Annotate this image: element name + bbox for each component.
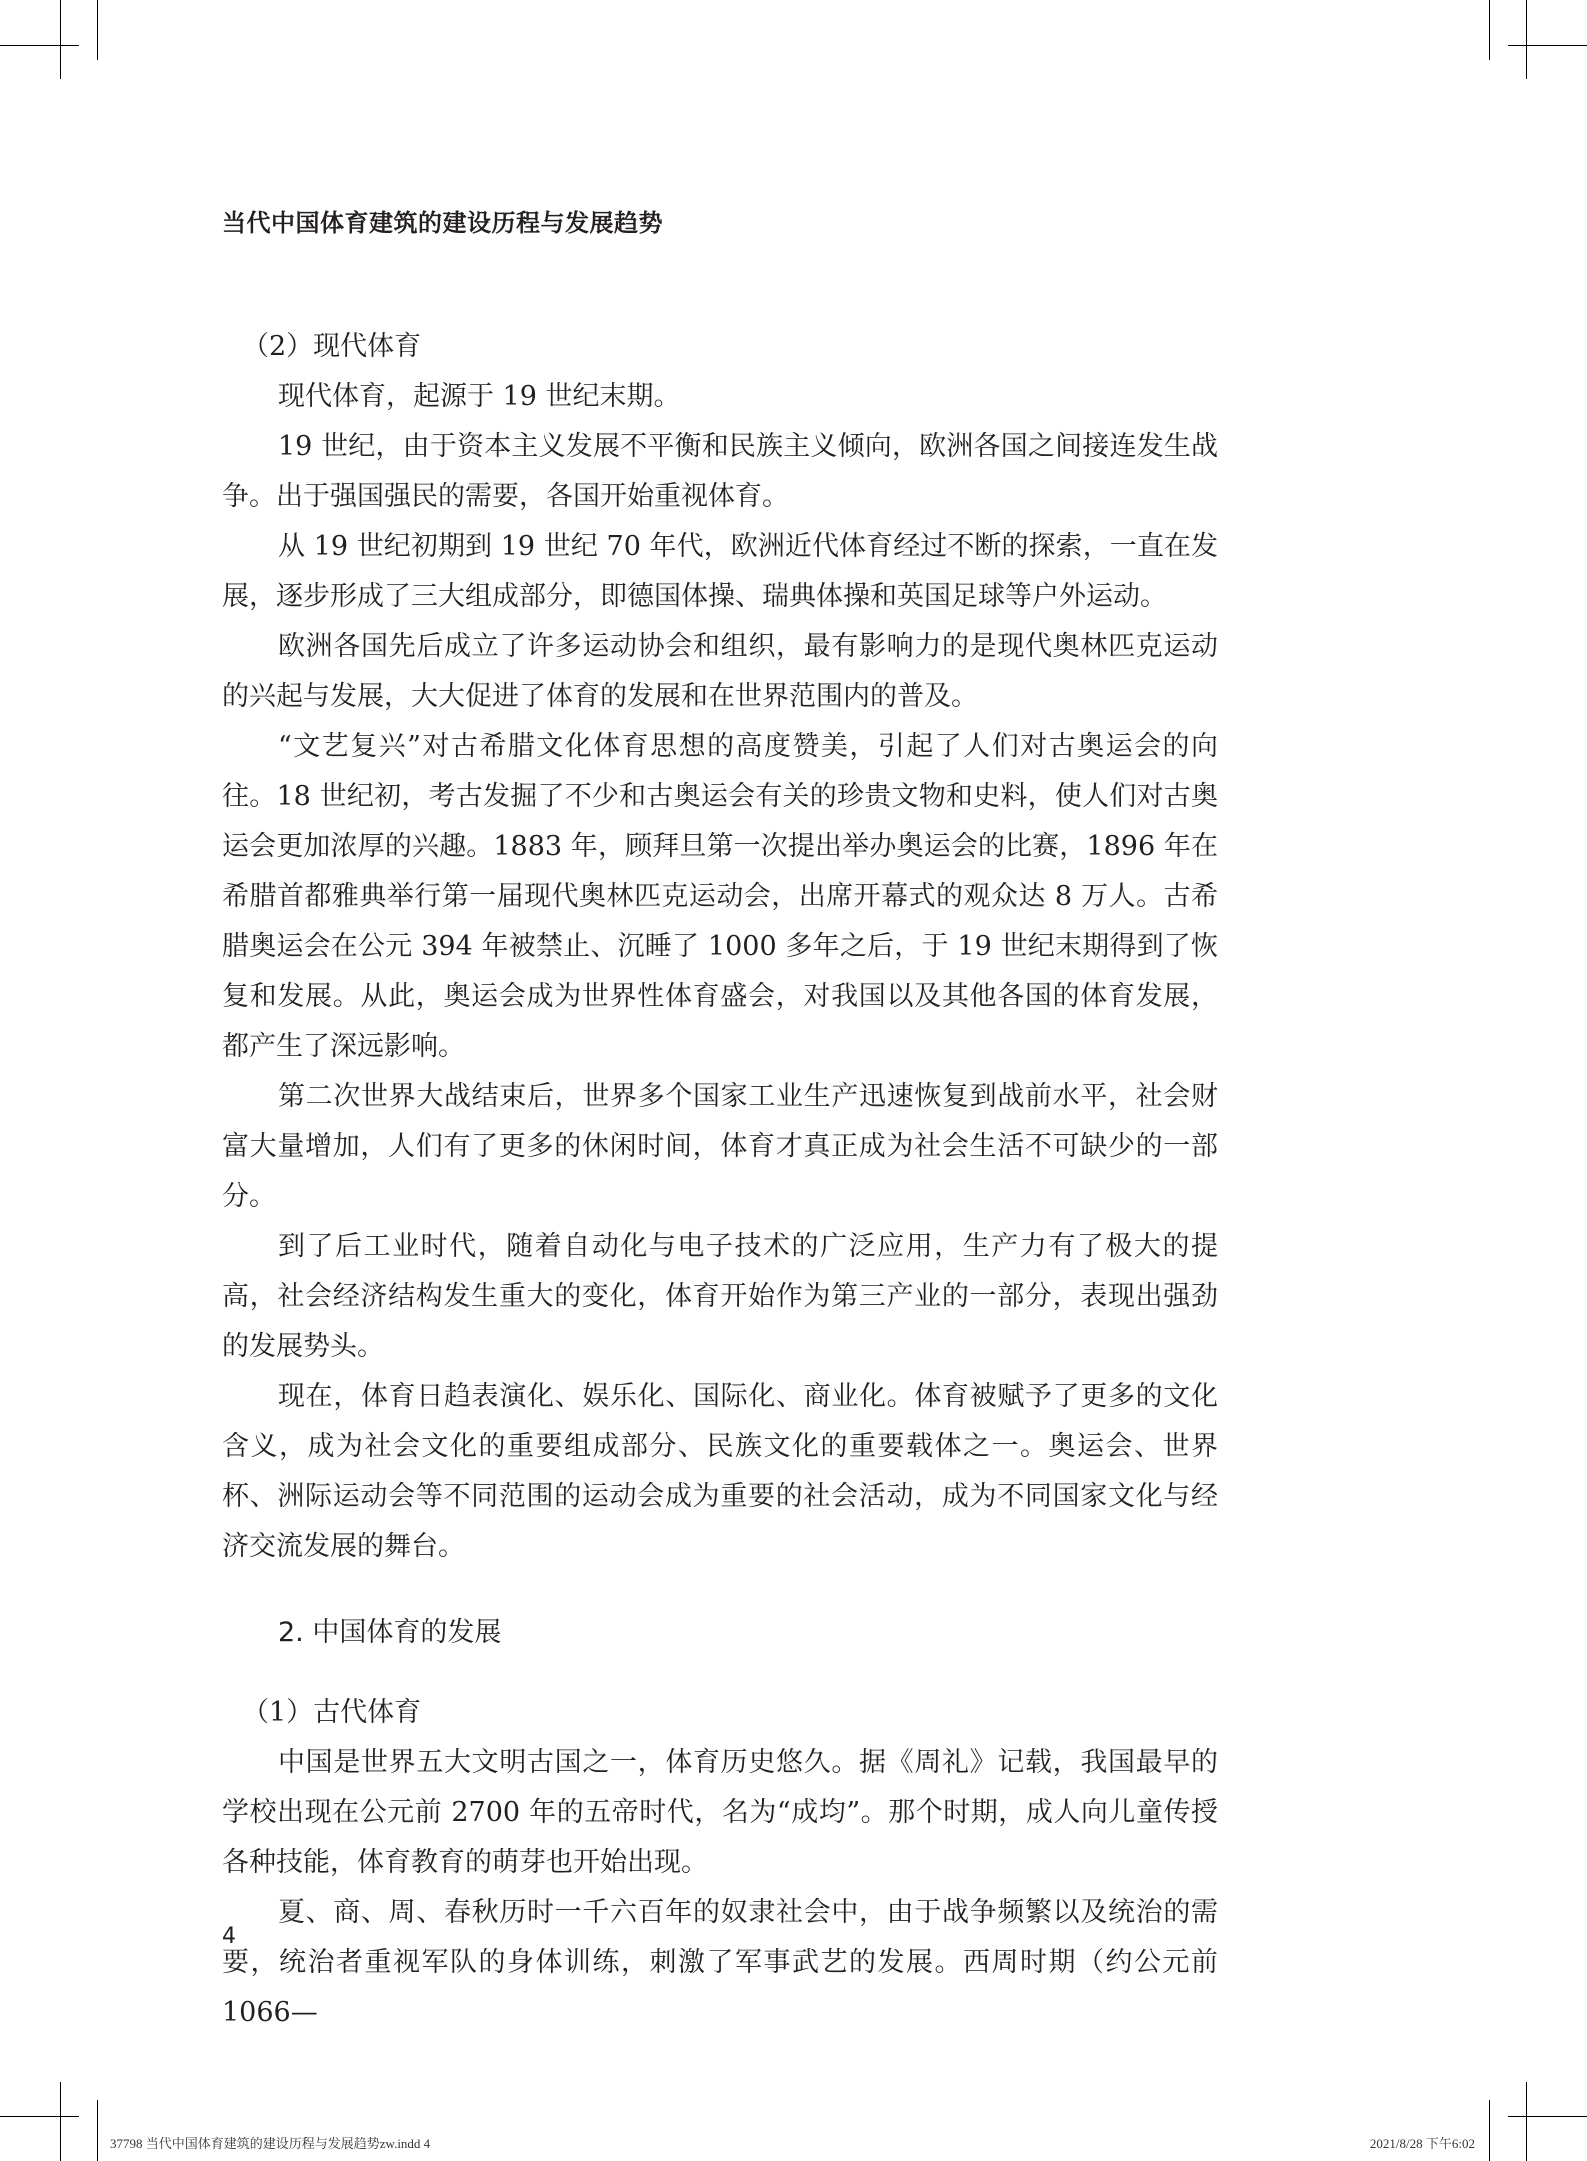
- crop-mark: [1508, 45, 1587, 46]
- paragraph: 从 19 世纪初期到 19 世纪 70 年代，欧洲近代体育经过不断的探索，一直在发展，逐步形成了三大组成部分，即德国体操、瑞典体操和英国足球等户外运动。: [222, 531, 1218, 612]
- paragraph: 现代体育，起源于 19 世纪末期。: [278, 381, 681, 412]
- subsection-heading-modern: （2）现代体育: [242, 331, 422, 362]
- paragraph: 中国是世界五大文明古国之一，体育历史悠久。据《周礼》记载，我国最早的学校出现在公元前 2700 年的五帝时代，名为“成均”。那个时期，成人向儿童传授各种技能，体育教育的萌芽也开始出现。: [222, 1747, 1218, 1878]
- subsection-heading-ancient: （1）古代体育: [242, 1697, 422, 1728]
- paragraph: 欧洲各国先后成立了许多运动协会和组织，最有影响力的是现代奥林匹克运动的兴起与发展，大大促进了体育的发展和在世界范围内的普及。: [222, 631, 1218, 712]
- crop-mark: [97, 0, 98, 60]
- crop-mark: [1526, 0, 1527, 79]
- crop-mark: [1508, 2116, 1587, 2117]
- crop-mark: [97, 2100, 98, 2161]
- section-heading-china: 2. 中国体育的发展: [278, 1617, 502, 1648]
- paragraph: 19 世纪，由于资本主义发展不平衡和民族主义倾向，欧洲各国之间接连发生战争。出于强国强民的需要，各国开始重视体育。: [222, 431, 1218, 512]
- slug-date: 2021/8/28 下午6:02: [1369, 2136, 1475, 2151]
- paragraph: 夏、商、周、春秋历时一千六百年的奴隶社会中，由于战争频繁以及统治的需要，统治者重视军队的身体训练，刺激了军事武艺的发展。西周时期（约公元前 1066—: [222, 1897, 1218, 2028]
- crop-mark: [60, 2082, 61, 2161]
- crop-mark: [1526, 2082, 1527, 2161]
- paragraph: 现在，体育日趋表演化、娱乐化、国际化、商业化。体育被赋予了更多的文化含义，成为社会文化的重要组成部分、民族文化的重要载体之一。奥运会、世界杯、洲际运动会等不同范围的运动会成为重要的社会活动，成为不同国家文化与经济交流发展的舞台。: [222, 1381, 1218, 1562]
- paragraph: “文艺复兴”对古希腊文化体育思想的高度赞美，引起了人们对古奥运会的向往。18 世纪初，考古发掘了不少和古奥运会有关的珍贵文物和史料，使人们对古奥运会更加浓厚的兴趣。1883 年，顾拜旦第一次提出举办奥运会的比赛，1896 年在希腊首都雅典举行第一届现代奥林匹克运动会，出席开幕式的观众达 8 万人。古希腊奥运会在公元 394 年被禁止、沉睡了 1000 多年之后，于 19 世纪末期得到了恢复和发展。从此，奥运会成为世界性体育盛会，对我国以及其他各国的体育发展，都产生了深远影响。: [222, 731, 1218, 1062]
- crop-mark: [0, 2116, 79, 2117]
- slug-file-info: 37798 当代中国体育建筑的建设历程与发展趋势zw.indd 4: [110, 2136, 431, 2151]
- crop-mark: [60, 0, 61, 79]
- paragraph: 到了后工业时代，随着自动化与电子技术的广泛应用，生产力有了极大的提高，社会经济结构发生重大的变化，体育开始作为第三产业的一部分，表现出强劲的发展势头。: [222, 1231, 1218, 1362]
- crop-mark: [0, 45, 79, 46]
- running-header: 当代中国体育建筑的建设历程与发展趋势: [222, 209, 663, 237]
- body-text: [222, 322, 1218, 2038]
- crop-mark: [1489, 2100, 1490, 2161]
- crop-mark: [1489, 0, 1490, 60]
- page-number: 4: [222, 1924, 236, 1949]
- paragraph: 第二次世界大战结束后，世界多个国家工业生产迅速恢复到战前水平，社会财富大量增加，人们有了更多的休闲时间，体育才真正成为社会生活不可缺少的一部分。: [222, 1081, 1218, 1212]
